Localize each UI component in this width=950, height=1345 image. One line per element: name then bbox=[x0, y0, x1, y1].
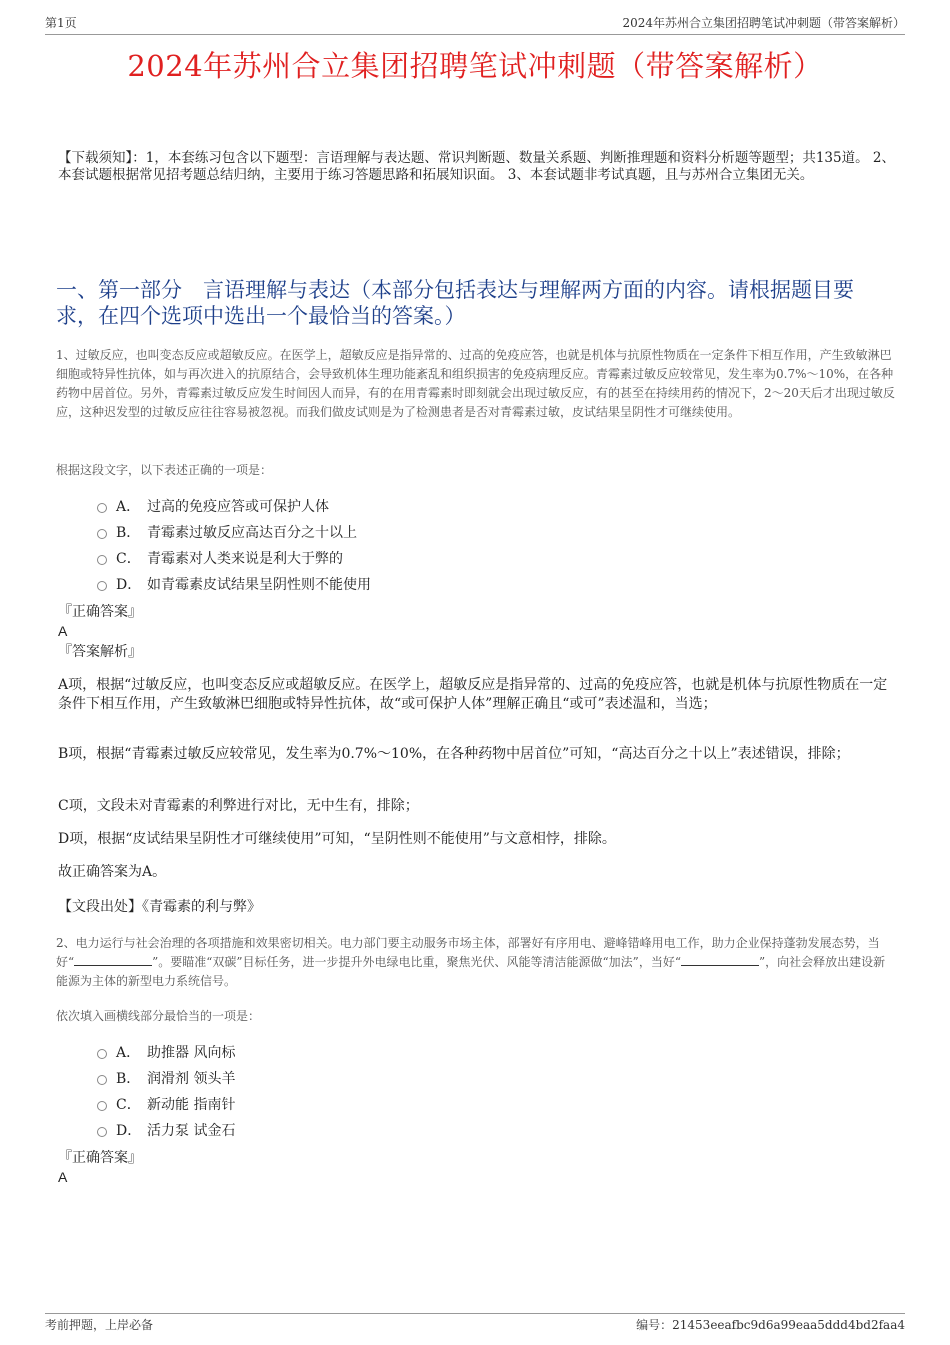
analysis-item-a: A项，根据“过敏反应，也叫变态反应或超敏反应。在医学上，超敏反应是指异常的、过高的免疫应答，也就是机体与抗原性物质在一定条件下相互作用，产生致敏淋巴细胞或特异性抗体，故“或可保护人体”理解正确且“或可”表述温和，当选； bbox=[58, 677, 888, 712]
option-letter: D． bbox=[116, 577, 142, 593]
option-d[interactable] bbox=[97, 1117, 235, 1143]
radio-icon[interactable] bbox=[97, 555, 107, 565]
option-text: 过高的免疫应答或可保护人体 bbox=[147, 499, 329, 515]
option-text: 如青霉素皮试结果呈阴性则不能使用 bbox=[147, 577, 371, 593]
option-letter: C． bbox=[116, 551, 141, 567]
document-title: 2024年苏州合立集团招聘笔试冲刺题（带答案解析） bbox=[127, 49, 823, 83]
option-text: 新动能 指南针 bbox=[147, 1097, 236, 1113]
analysis-item-b: B项，根据“青霉素过敏反应较常见，发生率为0.7%～10%，在各种药物中居首位”可知，“高达百分之十以上”表述错误，排除； bbox=[58, 746, 850, 762]
option-text: 活力泵 试金石 bbox=[147, 1123, 236, 1139]
radio-icon[interactable] bbox=[97, 1049, 107, 1059]
option-letter: C． bbox=[116, 1097, 141, 1113]
answer-value: A bbox=[58, 1169, 68, 1185]
answer-label: 『正确答案』 bbox=[58, 1150, 142, 1166]
page-header bbox=[45, 14, 905, 35]
question-2-options bbox=[97, 1039, 235, 1143]
option-text: 青霉素过敏反应高达百分之十以上 bbox=[147, 525, 357, 541]
option-a[interactable] bbox=[97, 493, 371, 519]
analysis-conclusion: 故正确答案为A。 bbox=[58, 864, 167, 880]
answer-value: A bbox=[58, 623, 68, 639]
option-c[interactable] bbox=[97, 1091, 235, 1117]
option-text: 助推器 风向标 bbox=[147, 1045, 236, 1061]
page-number: 第1页 bbox=[45, 16, 77, 30]
option-b[interactable] bbox=[97, 519, 371, 545]
option-text: 润滑剂 领头羊 bbox=[147, 1071, 236, 1087]
section-heading: 一、第一部分 言语理解与表达（本部分包括表达与理解两方面的内容。请根据题目要求，在四个选项中选出一个最恰当的答案。） bbox=[56, 278, 854, 328]
analysis-item-d: D项，根据“皮试结果呈阴性才可继续使用”可知，“呈阴性则不能使用”与文意相悖，排除。 bbox=[58, 831, 616, 847]
question-2-prompt: 依次填入画横线部分最恰当的一项是： bbox=[56, 1009, 261, 1023]
analysis-label: 『答案解析』 bbox=[58, 644, 142, 660]
option-letter: D． bbox=[116, 1123, 142, 1139]
question-2-text-part3: ”，向社会释放出建设新能源为主体的新型电力系统信号。 bbox=[56, 955, 886, 988]
question-1-options bbox=[97, 493, 371, 597]
source-note: 【文段出处】《青霉素的利与弊》 bbox=[58, 899, 261, 915]
question-2-text-part1: 2、电力运行与社会治理的各项措施和效果密切相关。电力部门要主动服务市场主体，部署好有序用电、避峰错峰用电工作，助力企业保持蓬勃发展态势，当好“ bbox=[56, 936, 880, 969]
option-b[interactable] bbox=[97, 1065, 235, 1091]
radio-icon[interactable] bbox=[97, 581, 107, 591]
option-letter: A． bbox=[116, 499, 141, 515]
question-1-text: 1、过敏反应，也叫变态反应或超敏反应。在医学上，超敏反应是指异常的、过高的免疫应答，也就是机体与抗原性物质在一定条件下相互作用，产生致敏淋巴细胞或特异性抗体，如与再次进入的抗原结合，会导致机体生理功能紊乱和组织损害的免疫病理反应。青霉素过敏反应较常见，发生率为0.7%～10%，在各种药物中居首位。另外，青霉素过敏反应发生时间因人而异，有的在用青霉素时即刻就会出现过敏反应，有的甚至在持续用药的情况下，2～20天后才出现过敏反应，这种迟发型的过敏反应往往容易被忽视。而我们做皮试则是为了检测患者是否对青霉素过敏，皮试结果呈阴性才可继续使用。 bbox=[56, 348, 895, 419]
radio-icon[interactable] bbox=[97, 1127, 107, 1137]
page-footer bbox=[45, 1313, 905, 1335]
fill-blank bbox=[74, 953, 152, 966]
option-c[interactable] bbox=[97, 545, 371, 571]
header-doc-title: 2024年苏州合立集团招聘笔试冲刺题（带答案解析） bbox=[622, 16, 905, 30]
fill-blank bbox=[681, 953, 759, 966]
answer-label: 『正确答案』 bbox=[58, 604, 142, 620]
option-a[interactable] bbox=[97, 1039, 235, 1065]
radio-icon[interactable] bbox=[97, 1101, 107, 1111]
option-letter: B． bbox=[116, 525, 141, 541]
footer-doc-id: 编号：21453eeafbc9d6a99eaa5ddd4bd2faa4 bbox=[636, 1318, 905, 1332]
option-letter: B． bbox=[116, 1071, 141, 1087]
footer-slogan: 考前押题，上岸必备 bbox=[45, 1318, 154, 1332]
radio-icon[interactable] bbox=[97, 529, 107, 539]
analysis-item-c: C项，文段未对青霉素的利弊进行对比，无中生有，排除； bbox=[58, 798, 419, 814]
question-1-prompt: 根据这段文字，以下表述正确的一项是： bbox=[56, 463, 273, 477]
option-text: 青霉素对人类来说是利大于弊的 bbox=[147, 551, 343, 567]
radio-icon[interactable] bbox=[97, 1075, 107, 1085]
option-letter: A． bbox=[116, 1045, 141, 1061]
download-notice: 【下载须知】：1，本套练习包含以下题型：言语理解与表达题、常识判断题、数量关系题、判断推理题和资料分析题等题型；共135道。 2、本套试题根据常见招考题总结归纳，主要用于练习答题思路和拓展知识面。 3、本套试题非考试真题，且与苏州合立集团无关。 bbox=[58, 150, 895, 183]
question-2-text-part2: ”。要瞄准“双碳”目标任务，进一步提升外电绿电比重，聚焦光伏、风能等清洁能源做“加法”，当好“ bbox=[152, 955, 681, 969]
question-2-text bbox=[56, 934, 895, 991]
radio-icon[interactable] bbox=[97, 503, 107, 513]
option-d[interactable] bbox=[97, 571, 371, 597]
